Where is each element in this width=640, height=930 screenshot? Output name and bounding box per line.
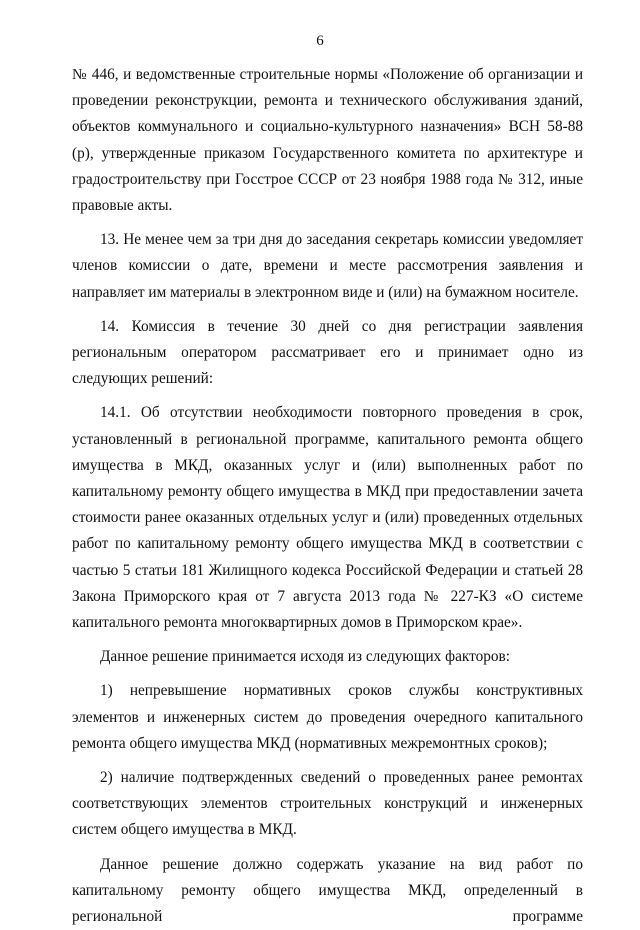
paragraph-factors-intro: Данное решение принимается исходя из следующих факторов: bbox=[100, 648, 510, 666]
paragraph-factor-1: 1) непревышение нормативных сроков службы конструктивных элементов и инженерных систем до проведения очередного капитального ремонта общего имущества МКД (нормативных межремонтных сроков); bbox=[72, 682, 583, 752]
document-body bbox=[72, 62, 583, 930]
paragraph-continuation: № 446, и ведомственные строительные нормы «Положение об организации и проведении реконструкции, ремонта и технического обслуживания зданий, объектов коммунального и социально-культурного назначения» ВСН 58-88 (р), утвержденные приказом Государственного комитета по архитектуре и градостроительству при Госстрое СССР от 23 ноября 1988 года № 312, иные правовые акты. bbox=[72, 66, 583, 215]
paragraph-14: 14. Комиссия в течение 30 дней со дня регистрации заявления региональным оператором рассматривает его и принимает одно из следующих решений: bbox=[72, 317, 583, 388]
paragraph-13: 13. Не менее чем за три дня до заседания секретарь комиссии уведомляет членов комиссии о дате, времени и месте рассмотрения заявления и направляет им материалы в электронном виде и (или) на бумажном носителе. bbox=[72, 231, 583, 301]
paragraph-factor-2: 2) наличие подтвержденных сведений о проведенных ранее ремонтах соответствующих элементов строительных конструкций и инженерных систем общего имущества в МКД. bbox=[72, 769, 583, 839]
paragraph-decision-content: Данное решение должно содержать указание на вид работ по капитальному ремонту общего имущества МКД, определенный в региональной программе bbox=[72, 855, 583, 926]
paragraph-14-1: 14.1. Об отсутствии необходимости повторного проведения в срок, установленный в региональной программе, капитального ремонта общего имущества в МКД, оказанных услуг и (или) выполненных работ по капитальному ремонту общего имущества в МКД при предоставлении зачета стоимости ранее оказанных отдельных услуг и (или) проведенных отдельных работ по капитальному ремонту общего имущества МКД в соответствии с частью 5 статьи 181 Жилищного кодекса Российской Федерации и статьей 28 Закона Приморского края от 7 августа 2013 года № 227-КЗ «О системе капитального ремонта многоквартирных домов в Приморском крае». bbox=[72, 404, 583, 632]
page-number: 6 bbox=[316, 33, 324, 49]
